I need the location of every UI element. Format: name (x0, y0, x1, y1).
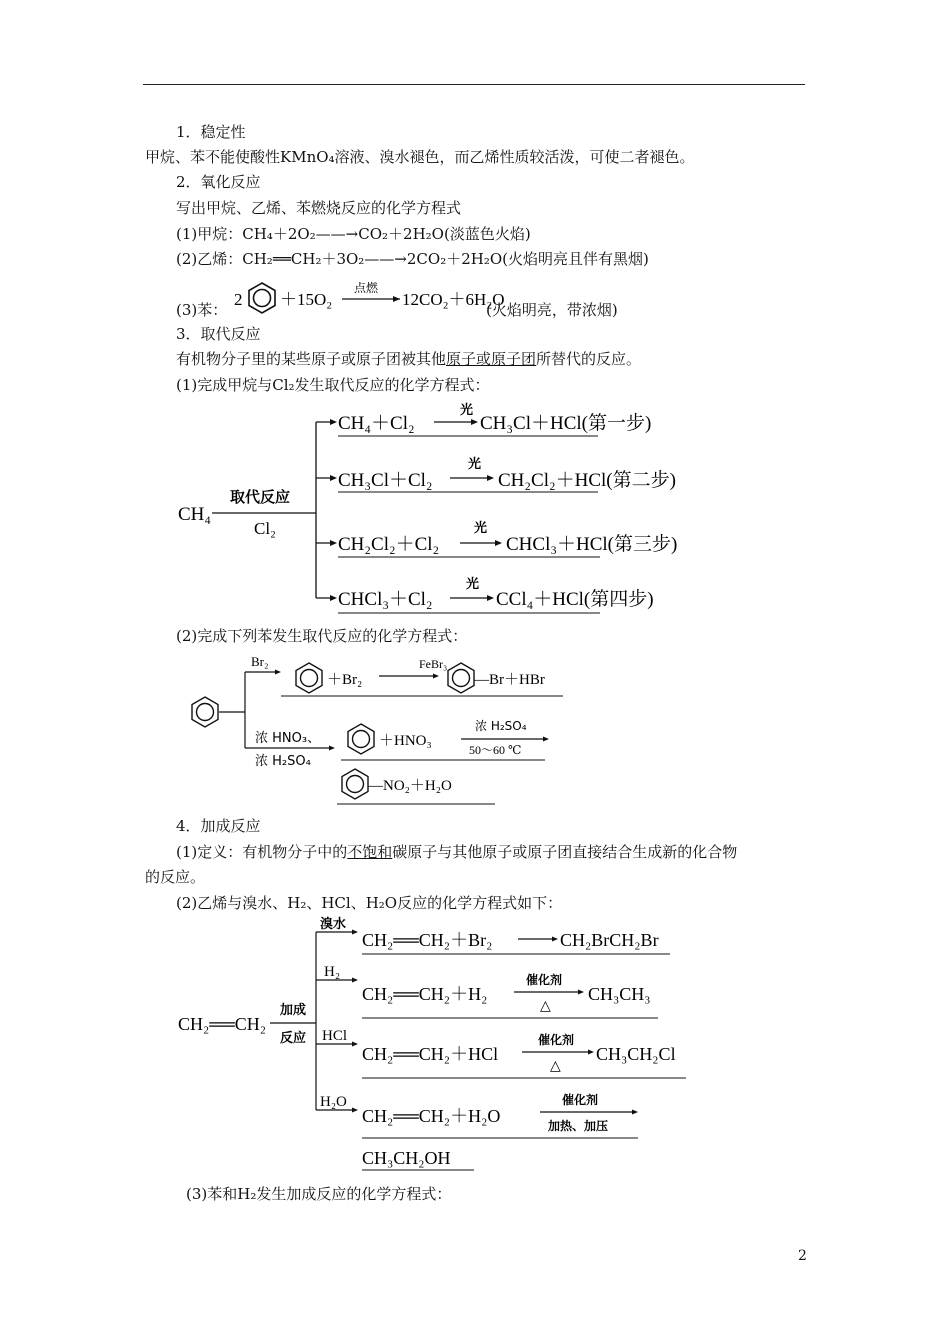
plus-o2: ＋15O₂ (280, 290, 333, 309)
svg-text:CH₃Cl＋Cl₂: CH₃Cl＋Cl₂ (338, 470, 433, 491)
benzene-ring-icon (448, 663, 474, 693)
products: 12CO₂＋6H₂O (402, 290, 505, 309)
svg-text:CH₃Cl＋HCl(第一步): CH₃Cl＋HCl(第一步) (480, 413, 652, 434)
benzene-ring-icon (348, 724, 374, 754)
svg-text:CCl₄＋HCl(第四步): CCl₄＋HCl(第四步) (496, 589, 654, 610)
cond-cl2: Cl₂ (254, 519, 276, 538)
addition-water (316, 1092, 638, 1170)
paragraph-addition-def-cont: 的反应。 (145, 868, 206, 886)
paragraph-methane-sub-intro: (1)完成甲烷与Cl₂发生取代反应的化学方程式： (176, 376, 490, 394)
equation-methane-combustion: (1)甲烷：CH₄＋2O₂——→CO₂＋2H₂O(淡蓝色火焰) (176, 225, 531, 243)
ethylene-reactant: CH₂══CH₂ (178, 1014, 267, 1034)
svg-text:催化剂: 催化剂 (562, 1093, 599, 1107)
heading-substitution: 3．取代反应 (176, 325, 261, 343)
svg-text:CH₂BrCH₂Br: CH₂BrCH₂Br (560, 930, 659, 950)
svg-text:浓 HNO₃、: 浓 HNO₃、 (255, 731, 321, 746)
svg-text:HCl: HCl (322, 1028, 348, 1044)
paragraph-ethylene-add-intro: (2)乙烯与溴水、H₂、HCl、H₂O反应的化学方程式如下： (176, 894, 563, 912)
heading-addition: 4．加成反应 (176, 817, 261, 835)
paragraph-substitution-def: 有机物分子里的某些原子或原子团被其他原子或原子团所替代的反应。 (176, 350, 642, 368)
heading-oxidation: 2．氧化反应 (176, 173, 261, 191)
methane-reactant: CH₄ (178, 504, 212, 525)
svg-text:光: 光 (468, 457, 482, 472)
addition-hydrogen (316, 964, 658, 1018)
paragraph-addition-def: (1)定义：有机物分子中的不饱和碳原子与其他原子或原子团直接结合生成新的化合物 (176, 843, 738, 861)
svg-text:CH₂══CH₂＋Br₂: CH₂══CH₂＋Br₂ (362, 930, 493, 950)
paragraph-benzene-hydrogenation: (3)苯和H₂发生加成反应的化学方程式： (186, 1185, 452, 1203)
svg-text:光: 光 (460, 403, 474, 418)
svg-text:浓 H₂SO₄: 浓 H₂SO₄ (255, 754, 311, 769)
branch-br2: Br₂ (251, 654, 269, 669)
svg-text:反应: 反应 (280, 1031, 307, 1046)
svg-text:催化剂: 催化剂 (526, 973, 563, 987)
benzene-ring-icon (249, 283, 275, 313)
paragraph-combustion-intro: 写出甲烷、乙烯、苯燃烧反应的化学方程式 (176, 199, 462, 217)
svg-text:CH₂Cl₂＋Cl₂: CH₂Cl₂＋Cl₂ (338, 534, 440, 555)
benzene-ring-icon (192, 697, 218, 727)
svg-text:CH₂══CH₂＋H₂: CH₂══CH₂＋H₂ (362, 984, 488, 1004)
svg-text:溴水: 溴水 (320, 917, 347, 932)
svg-text:CH₄＋Cl₂: CH₄＋Cl₂ (338, 413, 415, 434)
svg-text:—NO₂＋H₂O: —NO₂＋H₂O (368, 778, 452, 794)
svg-text:50～60 ℃: 50～60 ℃ (469, 743, 522, 757)
ethylene-addition-diagram (170, 912, 690, 1174)
addition-bromine (316, 916, 670, 954)
step-3 (316, 520, 677, 557)
coef: 2 (234, 290, 243, 309)
svg-text:CH₃CH₂OH: CH₃CH₂OH (362, 1148, 451, 1168)
svg-text:△: △ (540, 999, 551, 1014)
svg-text:—Br＋HBr: —Br＋HBr (474, 672, 545, 688)
heading-stability: 1．稳定性 (176, 123, 246, 141)
svg-text:光: 光 (474, 521, 488, 536)
paragraph-stability: 甲烷、苯不能使酸性KMnO₄溶液、溴水褪色，而乙烯性质较活泼，可使二者褪色。 (145, 148, 695, 166)
equation-ethylene-combustion: (2)乙烯：CH₂══CH₂＋3O₂——→2CO₂＋2H₂O(火焰明亮且伴有黑烟) (176, 250, 649, 268)
svg-text:CH₃CH₂Cl: CH₃CH₂Cl (596, 1044, 676, 1064)
svg-text:催化剂: 催化剂 (538, 1033, 575, 1047)
svg-text:浓 H₂SO₄: 浓 H₂SO₄ (475, 719, 527, 733)
cond-substitution: 取代反应 (230, 488, 291, 506)
svg-text:加热、加压: 加热、加压 (548, 1119, 609, 1133)
svg-text:CH₂Cl₂＋HCl(第二步): CH₂Cl₂＋HCl(第二步) (498, 470, 676, 491)
svg-text:△: △ (550, 1059, 561, 1074)
page-number: 2 (798, 1248, 807, 1264)
step-2 (316, 456, 676, 492)
step-1 (316, 402, 651, 436)
svg-text:＋Br₂: ＋Br₂ (327, 672, 363, 688)
svg-text:加成: 加成 (280, 1003, 307, 1018)
benzene-combustion-equation (230, 274, 505, 318)
svg-text:＋HNO₃: ＋HNO₃ (379, 733, 432, 749)
benzene-ring-icon (296, 663, 322, 693)
benzene-combustion-label: (3)苯： (176, 301, 228, 319)
svg-text:CH₃CH₃: CH₃CH₃ (588, 984, 651, 1004)
svg-text:CH₂══CH₂＋H₂O: CH₂══CH₂＋H₂O (362, 1106, 501, 1126)
svg-text:FeBr₃: FeBr₃ (419, 657, 448, 671)
svg-text:H₂: H₂ (324, 964, 341, 980)
svg-text:CHCl₃＋HCl(第三步): CHCl₃＋HCl(第三步) (506, 534, 678, 555)
svg-text:H₂O: H₂O (320, 1094, 347, 1110)
svg-text:CHCl₃＋Cl₂: CHCl₃＋Cl₂ (338, 589, 433, 610)
benzene-substitution-diagram (185, 650, 575, 808)
paragraph-benzene-sub-intro: (2)完成下列苯发生取代反应的化学方程式： (176, 627, 468, 645)
benzene-combustion-note: (火焰明亮，带浓烟) (486, 301, 618, 319)
cond-ignite: 点燃 (354, 281, 379, 295)
addition-hcl (316, 1028, 686, 1078)
svg-text:CH₂══CH₂＋HCl: CH₂══CH₂＋HCl (362, 1044, 499, 1064)
methane-substitution-diagram (170, 402, 710, 616)
header-rule (143, 84, 805, 85)
benzene-ring-icon (342, 769, 368, 799)
step-4 (316, 576, 654, 613)
svg-text:光: 光 (466, 577, 480, 592)
